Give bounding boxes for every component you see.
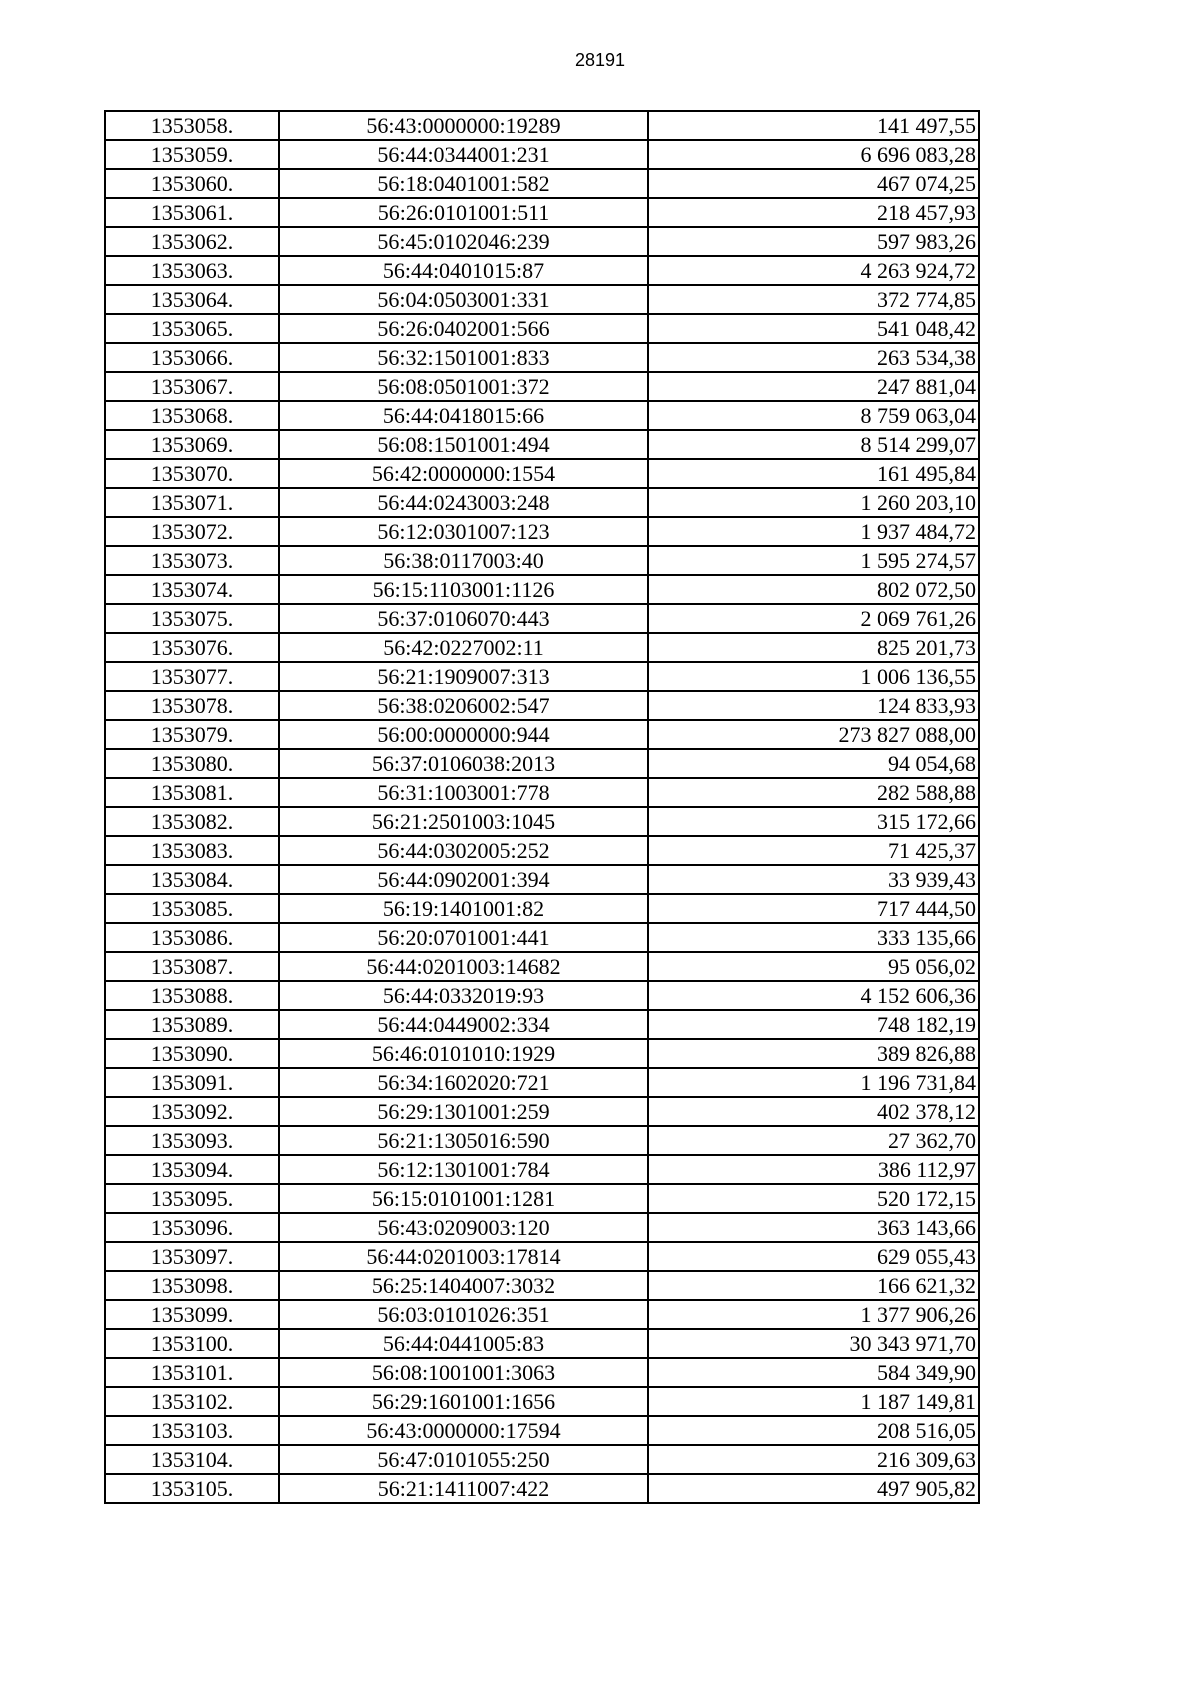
- row-number-cell: 1353088.: [105, 981, 279, 1010]
- cadastral-number-cell: 56:43:0000000:19289: [279, 111, 648, 140]
- cadastral-value-cell: 2 069 761,26: [648, 604, 979, 633]
- cadastral-number-cell: 56:38:0117003:40: [279, 546, 648, 575]
- cadastral-value-cell: 94 054,68: [648, 749, 979, 778]
- cadastral-number-cell: 56:45:0102046:239: [279, 227, 648, 256]
- row-number-cell: 1353082.: [105, 807, 279, 836]
- cadastral-number-cell: 56:42:0227002:11: [279, 633, 648, 662]
- table-row: [105, 1474, 979, 1503]
- table-row: [105, 981, 979, 1010]
- cadastral-number-cell: 56:21:1909007:313: [279, 662, 648, 691]
- cadastral-number-cell: 56:44:0344001:231: [279, 140, 648, 169]
- table-row: [105, 546, 979, 575]
- table-row: [105, 633, 979, 662]
- cadastral-number-cell: 56:46:0101010:1929: [279, 1039, 648, 1068]
- table-row: [105, 1068, 979, 1097]
- cadastral-value-cell: 333 135,66: [648, 923, 979, 952]
- cadastral-number-cell: 56:26:0101001:511: [279, 198, 648, 227]
- cadastral-number-cell: 56:32:1501001:833: [279, 343, 648, 372]
- table-row: [105, 140, 979, 169]
- cadastral-number-cell: 56:19:1401001:82: [279, 894, 648, 923]
- row-number-cell: 1353097.: [105, 1242, 279, 1271]
- cadastral-number-cell: 56:20:0701001:441: [279, 923, 648, 952]
- cadastral-number-cell: 56:29:1301001:259: [279, 1097, 648, 1126]
- cadastral-value-cell: 1 937 484,72: [648, 517, 979, 546]
- row-number-cell: 1353075.: [105, 604, 279, 633]
- table-row: [105, 285, 979, 314]
- row-number-cell: 1353099.: [105, 1300, 279, 1329]
- row-number-cell: 1353101.: [105, 1358, 279, 1387]
- cadastral-value-cell: 629 055,43: [648, 1242, 979, 1271]
- table-row: [105, 1271, 979, 1300]
- table-row: [105, 1416, 979, 1445]
- table-row: [105, 894, 979, 923]
- table-row: [105, 1155, 979, 1184]
- row-number-cell: 1353081.: [105, 778, 279, 807]
- table-row: [105, 111, 979, 140]
- table-body: [105, 111, 979, 1503]
- table-row: [105, 198, 979, 227]
- table-row: [105, 575, 979, 604]
- cadastral-number-cell: 56:12:0301007:123: [279, 517, 648, 546]
- cadastral-value-cell: 597 983,26: [648, 227, 979, 256]
- cadastral-value-cell: 8 514 299,07: [648, 430, 979, 459]
- cadastral-value-cell: 4 263 924,72: [648, 256, 979, 285]
- cadastral-value-cell: 584 349,90: [648, 1358, 979, 1387]
- table-row: [105, 749, 979, 778]
- row-number-cell: 1353071.: [105, 488, 279, 517]
- row-number-cell: 1353105.: [105, 1474, 279, 1503]
- cadastral-number-cell: 56:31:1003001:778: [279, 778, 648, 807]
- row-number-cell: 1353079.: [105, 720, 279, 749]
- cadastral-number-cell: 56:38:0206002:547: [279, 691, 648, 720]
- row-number-cell: 1353098.: [105, 1271, 279, 1300]
- table-row: [105, 169, 979, 198]
- cadastral-value-cell: 33 939,43: [648, 865, 979, 894]
- table-row: [105, 372, 979, 401]
- row-number-cell: 1353064.: [105, 285, 279, 314]
- cadastral-value-cell: 802 072,50: [648, 575, 979, 604]
- row-number-cell: 1353068.: [105, 401, 279, 430]
- row-number-cell: 1353065.: [105, 314, 279, 343]
- cadastral-number-cell: 56:21:1305016:590: [279, 1126, 648, 1155]
- cadastral-value-cell: 216 309,63: [648, 1445, 979, 1474]
- cadastral-value-cell: 825 201,73: [648, 633, 979, 662]
- row-number-cell: 1353092.: [105, 1097, 279, 1126]
- cadastral-value-cell: 748 182,19: [648, 1010, 979, 1039]
- row-number-cell: 1353085.: [105, 894, 279, 923]
- cadastral-number-cell: 56:47:0101055:250: [279, 1445, 648, 1474]
- table-row: [105, 836, 979, 865]
- cadastral-number-cell: 56:44:0302005:252: [279, 836, 648, 865]
- cadastral-value-cell: 1 260 203,10: [648, 488, 979, 517]
- cadastral-number-cell: 56:44:0449002:334: [279, 1010, 648, 1039]
- cadastral-number-cell: 56:44:0332019:93: [279, 981, 648, 1010]
- row-number-cell: 1353096.: [105, 1213, 279, 1242]
- cadastral-value-cell: 30 343 971,70: [648, 1329, 979, 1358]
- cadastral-number-cell: 56:12:1301001:784: [279, 1155, 648, 1184]
- cadastral-number-cell: 56:44:0201003:14682: [279, 952, 648, 981]
- row-number-cell: 1353072.: [105, 517, 279, 546]
- row-number-cell: 1353073.: [105, 546, 279, 575]
- cadastral-value-cell: 166 621,32: [648, 1271, 979, 1300]
- cadastral-value-cell: 263 534,38: [648, 343, 979, 372]
- table-row: [105, 256, 979, 285]
- row-number-cell: 1353083.: [105, 836, 279, 865]
- cadastral-value-cell: 95 056,02: [648, 952, 979, 981]
- row-number-cell: 1353070.: [105, 459, 279, 488]
- cadastral-value-cell: 1 006 136,55: [648, 662, 979, 691]
- table-row: [105, 1358, 979, 1387]
- row-number-cell: 1353074.: [105, 575, 279, 604]
- cadastral-value-cell: 208 516,05: [648, 1416, 979, 1445]
- table-row: [105, 662, 979, 691]
- table-row: [105, 314, 979, 343]
- row-number-cell: 1353091.: [105, 1068, 279, 1097]
- cadastral-number-cell: 56:25:1404007:3032: [279, 1271, 648, 1300]
- cadastral-value-cell: 315 172,66: [648, 807, 979, 836]
- cadastral-value-cell: 6 696 083,28: [648, 140, 979, 169]
- cadastral-value-cell: 520 172,15: [648, 1184, 979, 1213]
- cadastral-number-cell: 56:08:1001001:3063: [279, 1358, 648, 1387]
- table-row: [105, 1126, 979, 1155]
- row-number-cell: 1353058.: [105, 111, 279, 140]
- table-row: [105, 1242, 979, 1271]
- row-number-cell: 1353077.: [105, 662, 279, 691]
- row-number-cell: 1353100.: [105, 1329, 279, 1358]
- row-number-cell: 1353078.: [105, 691, 279, 720]
- table-row: [105, 865, 979, 894]
- table-row: [105, 401, 979, 430]
- cadastral-number-cell: 56:37:0106038:2013: [279, 749, 648, 778]
- cadastral-value-cell: 372 774,85: [648, 285, 979, 314]
- row-number-cell: 1353094.: [105, 1155, 279, 1184]
- cadastral-value-cell: 1 595 274,57: [648, 546, 979, 575]
- row-number-cell: 1353104.: [105, 1445, 279, 1474]
- row-number-cell: 1353066.: [105, 343, 279, 372]
- cadastral-value-table: [104, 110, 980, 1504]
- row-number-cell: 1353102.: [105, 1387, 279, 1416]
- cadastral-number-cell: 56:00:0000000:944: [279, 720, 648, 749]
- cadastral-value-cell: 497 905,82: [648, 1474, 979, 1503]
- cadastral-number-cell: 56:43:0209003:120: [279, 1213, 648, 1242]
- table-row: [105, 604, 979, 633]
- cadastral-number-cell: 56:44:0902001:394: [279, 865, 648, 894]
- cadastral-number-cell: 56:34:1602020:721: [279, 1068, 648, 1097]
- cadastral-number-cell: 56:03:0101026:351: [279, 1300, 648, 1329]
- table-row: [105, 459, 979, 488]
- row-number-cell: 1353060.: [105, 169, 279, 198]
- cadastral-value-cell: 71 425,37: [648, 836, 979, 865]
- cadastral-number-cell: 56:37:0106070:443: [279, 604, 648, 633]
- cadastral-number-cell: 56:29:1601001:1656: [279, 1387, 648, 1416]
- cadastral-value-cell: 541 048,42: [648, 314, 979, 343]
- cadastral-value-cell: 1 377 906,26: [648, 1300, 979, 1329]
- table-row: [105, 1329, 979, 1358]
- cadastral-value-cell: 27 362,70: [648, 1126, 979, 1155]
- cadastral-number-cell: 56:26:0402001:566: [279, 314, 648, 343]
- cadastral-number-cell: 56:44:0418015:66: [279, 401, 648, 430]
- cadastral-number-cell: 56:44:0243003:248: [279, 488, 648, 517]
- row-number-cell: 1353093.: [105, 1126, 279, 1155]
- cadastral-value-cell: 247 881,04: [648, 372, 979, 401]
- cadastral-number-cell: 56:15:0101001:1281: [279, 1184, 648, 1213]
- cadastral-value-cell: 363 143,66: [648, 1213, 979, 1242]
- table-row: [105, 1039, 979, 1068]
- cadastral-value-cell: 273 827 088,00: [648, 720, 979, 749]
- cadastral-number-cell: 56:44:0201003:17814: [279, 1242, 648, 1271]
- table-row: [105, 778, 979, 807]
- cadastral-number-cell: 56:08:0501001:372: [279, 372, 648, 401]
- table-row: [105, 691, 979, 720]
- cadastral-value-cell: 161 495,84: [648, 459, 979, 488]
- row-number-cell: 1353067.: [105, 372, 279, 401]
- row-number-cell: 1353090.: [105, 1039, 279, 1068]
- row-number-cell: 1353076.: [105, 633, 279, 662]
- row-number-cell: 1353087.: [105, 952, 279, 981]
- row-number-cell: 1353062.: [105, 227, 279, 256]
- table-row: [105, 343, 979, 372]
- row-number-cell: 1353095.: [105, 1184, 279, 1213]
- cadastral-number-cell: 56:18:0401001:582: [279, 169, 648, 198]
- cadastral-number-cell: 56:04:0503001:331: [279, 285, 648, 314]
- table-row: [105, 952, 979, 981]
- row-number-cell: 1353063.: [105, 256, 279, 285]
- table-row: [105, 1300, 979, 1329]
- cadastral-number-cell: 56:08:1501001:494: [279, 430, 648, 459]
- row-number-cell: 1353103.: [105, 1416, 279, 1445]
- table-row: [105, 1387, 979, 1416]
- table-row: [105, 1010, 979, 1039]
- cadastral-value-cell: 218 457,93: [648, 198, 979, 227]
- cadastral-value-cell: 717 444,50: [648, 894, 979, 923]
- row-number-cell: 1353061.: [105, 198, 279, 227]
- cadastral-number-cell: 56:15:1103001:1126: [279, 575, 648, 604]
- table-row: [105, 517, 979, 546]
- cadastral-number-cell: 56:42:0000000:1554: [279, 459, 648, 488]
- table-row: [105, 430, 979, 459]
- row-number-cell: 1353069.: [105, 430, 279, 459]
- table-row: [105, 1213, 979, 1242]
- row-number-cell: 1353089.: [105, 1010, 279, 1039]
- table-row: [105, 488, 979, 517]
- cadastral-value-cell: 402 378,12: [648, 1097, 979, 1126]
- row-number-cell: 1353084.: [105, 865, 279, 894]
- cadastral-value-cell: 467 074,25: [648, 169, 979, 198]
- table-row: [105, 923, 979, 952]
- cadastral-value-cell: 8 759 063,04: [648, 401, 979, 430]
- table-row: [105, 807, 979, 836]
- table-row: [105, 1445, 979, 1474]
- cadastral-value-cell: 124 833,93: [648, 691, 979, 720]
- table-row: [105, 227, 979, 256]
- table-row: [105, 1184, 979, 1213]
- table-row: [105, 720, 979, 749]
- row-number-cell: 1353059.: [105, 140, 279, 169]
- cadastral-number-cell: 56:43:0000000:17594: [279, 1416, 648, 1445]
- cadastral-number-cell: 56:44:0441005:83: [279, 1329, 648, 1358]
- cadastral-value-cell: 282 588,88: [648, 778, 979, 807]
- table-row: [105, 1097, 979, 1126]
- cadastral-value-cell: 1 187 149,81: [648, 1387, 979, 1416]
- page-number: 28191: [574, 50, 626, 70]
- cadastral-value-cell: 389 826,88: [648, 1039, 979, 1068]
- row-number-cell: 1353080.: [105, 749, 279, 778]
- cadastral-number-cell: 56:44:0401015:87: [279, 256, 648, 285]
- cadastral-number-cell: 56:21:1411007:422: [279, 1474, 648, 1503]
- cadastral-value-cell: 141 497,55: [648, 111, 979, 140]
- row-number-cell: 1353086.: [105, 923, 279, 952]
- cadastral-value-cell: 386 112,97: [648, 1155, 979, 1184]
- cadastral-value-cell: 4 152 606,36: [648, 981, 979, 1010]
- cadastral-value-cell: 1 196 731,84: [648, 1068, 979, 1097]
- cadastral-number-cell: 56:21:2501003:1045: [279, 807, 648, 836]
